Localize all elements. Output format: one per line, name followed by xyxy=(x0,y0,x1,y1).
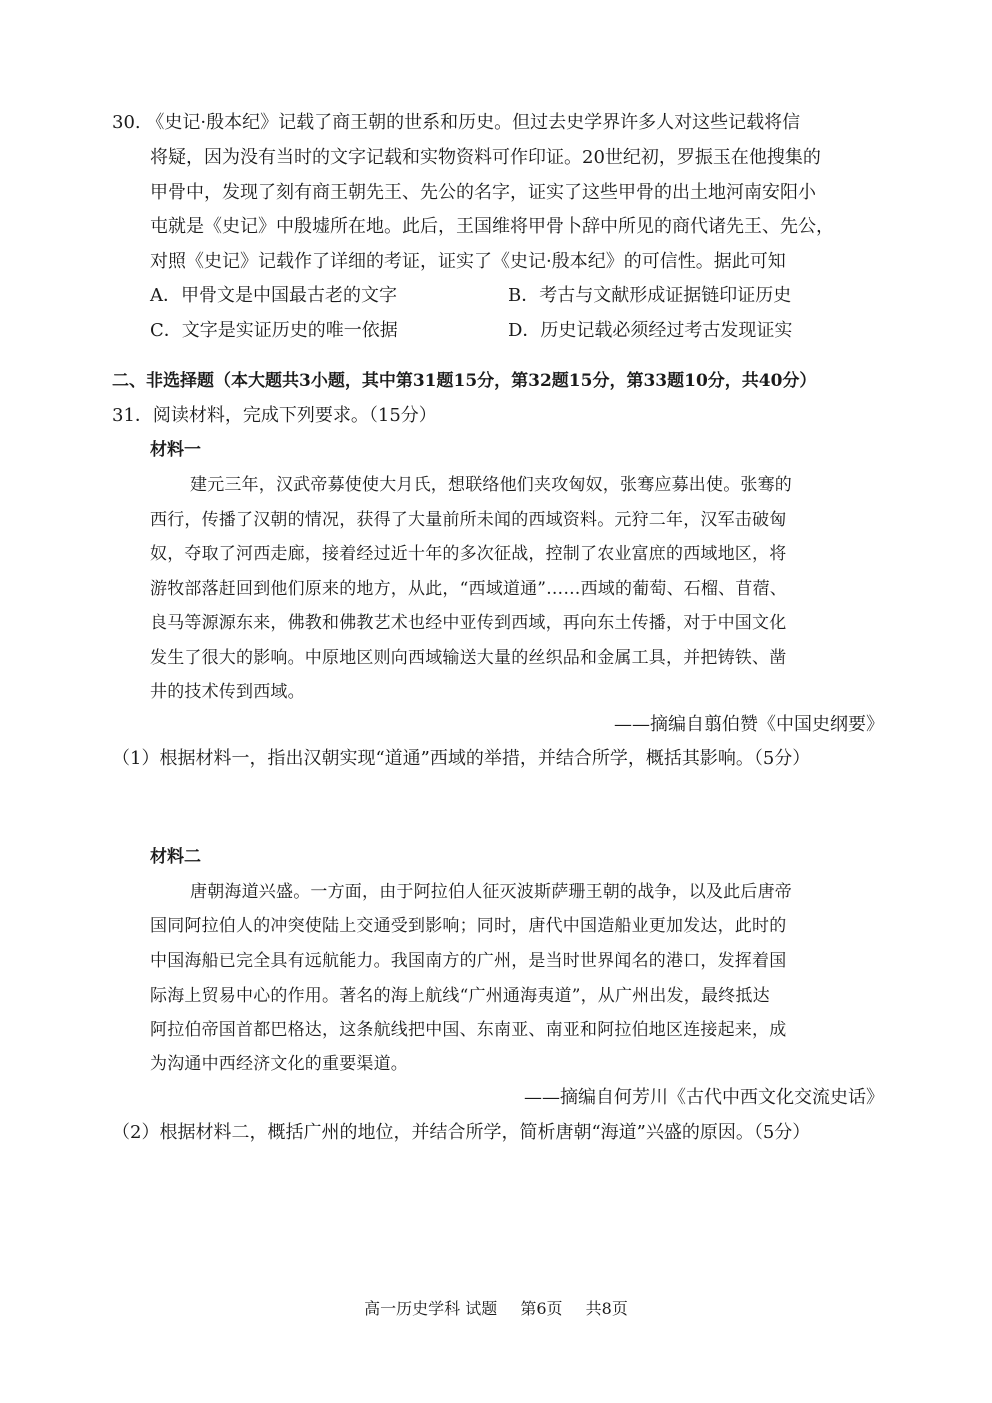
material-2-line: 中国海船已完全具有远航能力。我国南方的广州，是当时世界闻名的港口，发挥着国 xyxy=(150,951,787,971)
q30-option-a: A．甲骨文是中国最古老的文字 xyxy=(150,285,397,306)
q30-line-1: 30. 《史记·殷本纪》记载了商王朝的世系和历史。但过去史学界许多人对这些记载将信 xyxy=(112,112,801,133)
q31-part-1: （1）根据材料一，指出汉朝实现“道通”西域的举措，并结合所学，概括其影响。（5分） xyxy=(112,748,811,769)
material-2-source: ——摘编自何芳川《古代中西文化交流史话》 xyxy=(524,1087,884,1108)
section-2-header: 二、非选择题（本大题共3小题，其中第31题15分，第32题15分，第33题10分，共40分） xyxy=(112,371,817,391)
page-footer xyxy=(0,1296,992,1319)
footer-page-number: 第6页 xyxy=(520,1299,563,1318)
q30-option-b: B．考古与文献形成证据链印证历史 xyxy=(508,285,792,306)
material-1-line: 游牧部落赶回到他们原来的地方，从此，“西域道通”……西域的葡萄、石榴、苜蓿、 xyxy=(150,579,787,599)
material-1-line: 井的技术传到西域。 xyxy=(150,682,305,702)
footer-total-pages: 共8页 xyxy=(585,1299,628,1318)
q31-part-2: （2）根据材料二，概括广州的地位，并结合所学，简析唐朝“海道”兴盛的原因。（5分） xyxy=(112,1122,811,1143)
material-1-line: 良马等源源东来，佛教和佛教艺术也经中亚传到西域，再向东土传播，对于中国文化 xyxy=(150,613,787,633)
material-2-line: 为沟通中西经济文化的重要渠道。 xyxy=(150,1054,408,1074)
material-1-line: 奴，夺取了河西走廊，接着经过近十年的多次征战，控制了农业富庶的西域地区，将 xyxy=(150,544,787,564)
material-2-line: 国同阿拉伯人的冲突使陆上交通受到影响；同时，唐代中国造船业更加发达，此时的 xyxy=(150,916,787,936)
material-1-line: 建元三年，汉武帝募使使大月氏，想联络他们夹攻匈奴，张骞应募出使。张骞的 xyxy=(190,475,792,495)
material-2-line: 际海上贸易中心的作用。著名的海上航线“广州通海夷道”，从广州出发，最终抵达 xyxy=(150,986,770,1006)
material-1-line: 西行，传播了汉朝的情况，获得了大量前所未闻的西域资料。元狩二年，汉军击破匈 xyxy=(150,510,787,530)
q30-option-c: C．文字是实证历史的唯一依据 xyxy=(150,320,398,341)
q31-stem: 31．阅读材料，完成下列要求。（15分） xyxy=(112,405,437,426)
q30-line-3: 甲骨中，发现了刻有商王朝先王、先公的名字，证实了这些甲骨的出土地河南安阳小 xyxy=(150,182,816,203)
q30-line-2: 将疑，因为没有当时的文字记载和实物资料可作印证。20世纪初，罗振玉在他搜集的 xyxy=(150,147,821,168)
material-1-source: ——摘编自翦伯赞《中国史纲要》 xyxy=(614,714,884,735)
q30-line-5: 对照《史记》记载作了详细的考证，证实了《史记·殷本纪》的可信性。据此可知 xyxy=(150,251,786,272)
material-2-line: 阿拉伯帝国首都巴格达，这条航线把中国、东南亚、南亚和阿拉伯地区连接起来，成 xyxy=(150,1020,787,1040)
material-1-title: 材料一 xyxy=(150,440,201,460)
material-1-line: 发生了很大的影响。中原地区则向西域输送大量的丝织品和金属工具，并把铸铁、凿 xyxy=(150,648,787,668)
footer-subject: 高一历史学科 试题 xyxy=(364,1299,498,1318)
q30-line-4: 屯就是《史记》中殷墟所在地。此后，王国维将甲骨卜辞中所见的商代诸先王、先公， xyxy=(150,216,834,237)
material-2-title: 材料二 xyxy=(150,847,201,867)
material-2-line: 唐朝海道兴盛。一方面，由于阿拉伯人征灭波斯萨珊王朝的战争，以及此后唐帝 xyxy=(190,882,792,902)
q30-option-d: D．历史记载必须经过考古发现证实 xyxy=(508,320,793,341)
